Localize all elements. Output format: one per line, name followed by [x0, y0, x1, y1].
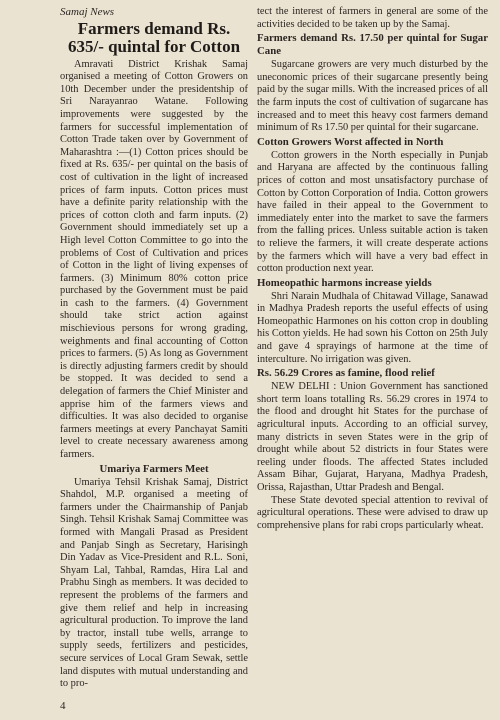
subhead-famine-relief: Rs. 56.29 Crores as famine, flood relief: [257, 367, 435, 380]
article-homeopathic-body: Shri Narain Mudhala of Chitawad Village, Sanawad in Madhya Pradesh reports the useful effects of using Homeopathic Harmones on his cotton crop in doubling his Cotton yields. He had sown his Cotton on 25th July and gave 4 sprayings of harmone at the time of interculture. No irrigation was given.: [257, 290, 488, 365]
right-column: [257, 6, 488, 532]
article-umariya-body: Umariya Tehsil Krishak Samaj, District Shahdol, M.P. organised a meeting of farmers under the Chairmanship of Panjab Singh. Tehsil Krishak Samaj Committee was formed with Mangali Prasad as President and Panjab Singh as Secretary, Harisingh Din Yadav as Vice-President and R.L. Soni, Shyam Lal, Tahbal, Ramdas, Hira Lal and Prabhu Singh as members. It was decided to represent the problems of the farmers and give them relief and help in increasing agricultural production. To improve the land by tractor, install tube wells, arrange to supply seeds, fertilizers and pesticides, secure services of Local Gram Sewak, settle land disputes with mutual understanding and to pro-: [60, 476, 248, 690]
left-column: [60, 6, 248, 691]
subhead-umariya: Umariya Farmers Meet: [99, 462, 209, 475]
article-umariya-continued: tect the interest of farmers in general are some of the activities decided to be taken up by the Samaj.: [257, 6, 488, 30]
subhead-homeopathic: Homeopathic harmons increase yields: [257, 276, 432, 289]
headline-cotton-demand: Farmers demand Rs. 635/- quintal for Cotton: [67, 18, 241, 56]
article-famine-relief-body: NEW DELHI : Union Government has sanctioned short term loans totalling Rs. 56.29 crores in 1974 to the flood and drought hit States for the purchase of agricultural inputs. According to an official survey, many districts in seven States were in the grip of drought while about 52 districts in four States were reeling under floods. The affected States included Assam Bihar, Gujarat, Haryana, Madhya Pradesh, Orissa, Rajasthan, Uttar Pradesh and Bengal.: [257, 381, 488, 493]
subhead-cotton-north: Cotton Growers Worst affected in North: [257, 135, 444, 148]
article-amravati-body: Amravati District Krishak Samaj organised a meeting of Cotton Growers on 10th December under the presidentship of Sri Narayanrao Watane. Following improvements were suggested by the farmers for successful implementation of Cotton Trade taken over by Government of Maharashtra :—(1) Cotton prices should be fixed at Rs. 635/- per quintal on the basis of cost of cultivation in the light of increased prices of farm inputs. Cotton prices must have a definite parity relationship with the prices of cotton cloth and farm inputs. (2) Government should immediately set up a High level Cotton Committee to go into the problems of Cost of Cultivation and prices of Cotton in the light of living expenses of farmers. (3) Minimum 80% cotton price purchased by the Government must be paid in cash to the farmers. (4) Government should take strict action against mischievious persons for wrong grading, weighments and final accounting of Cotton prices to farmers. (5) As long as Government is directly adjusting farmers credit by should be stopped. It was decided to send a delegation of farmers the Chief Minister and apprise him of the farmers views and difficulties. It was also decided to organise farmers meetings at every Panchayat Samiti level to create necessary awareness among farmers.: [60, 58, 248, 460]
article-famine-relief-body-2: These State devoted special attention to revival of agricultural operations. These were advised to draw up comprehensive plans for rabi crops particularly wheat.: [257, 494, 488, 531]
subhead-sugarcane: Farmers demand Rs. 17.50 per quintal for Sugar Cane: [257, 32, 488, 58]
article-sugarcane-body: Sugarcane growers are very much disturbed by the uneconomic prices of their sugarcane presently being paid by the sugar mills. With the increased prices of all the farm inputs the cost of cultivation of sugarcane has increased and to meet this heavy cost farmers demand minimum of Rs 17.50 per quintal for their sugarcane.: [257, 59, 488, 134]
article-cotton-north-body: Cotton growers in the North especially in Punjab and Haryana are affected by the continuous falling prices of cotton and most unsatisfactory purchase of Cotton by Cotton Corporation of India. Cotton growers have failed in their appeal to the Government to immediately enter into the market to save the farmers from the falling prices. Unless suitable action is taken to relieve the farmers, it will create desperate actions by the farmers which will have a very bad effect in cotton production next year.: [257, 149, 488, 275]
section-tag: Samaj News: [60, 6, 115, 18]
page-number: 4: [60, 700, 66, 712]
